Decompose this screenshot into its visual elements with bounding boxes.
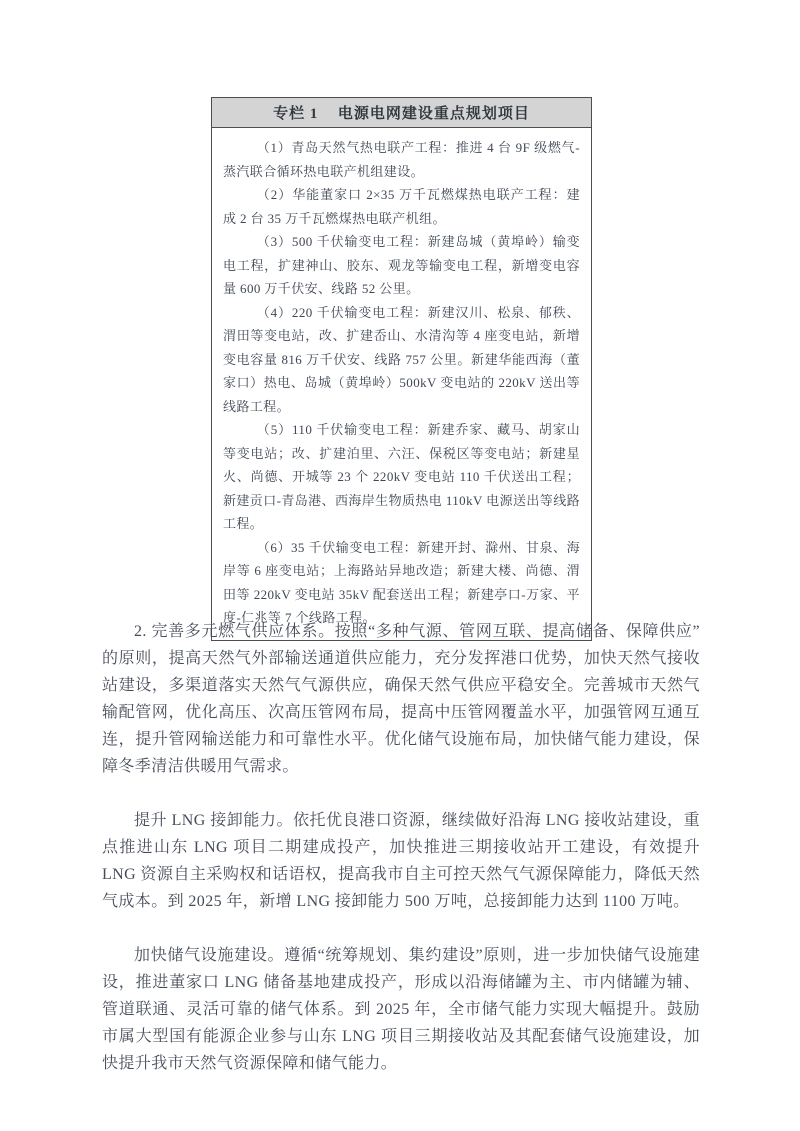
paragraph-gas-supply-system: 2. 完善多元燃气供应体系。按照“多种气源、管网互联、提高储备、保障供应”的原则，提高天然气外部输送通道供应能力，充分发挥港口优势，加快天然气接收站建设，多渠道落实天然气气源供应，确保天然气供应平稳安全。完善城市天然气输配管网，优化高压、次高压管网布局，提高中压管网覆盖水平，加强管网互通互连，提升管网输送能力和可靠性水平。优化储气设施布局，加快储气能力建设，保障冬季清洁供暖用气需求。	[102, 623, 700, 775]
body-text	[102, 618, 700, 1104]
highlight-box-header	[212, 98, 591, 128]
box-item: （3）500 千伏输变电工程：新建岛城（黄埠岭）输变电工程，扩建神山、胶东、观龙等输变电工程，新增变电容量 600 万千伏安、线路 52 公里。	[223, 234, 580, 296]
highlight-box-body	[212, 128, 591, 640]
paragraph-gas-storage-facilities: 加快储气设施建设。遵循“统筹规划、集约建设”原则，进一步加快储气设施建设，推进董家口 LNG 储备基地建成投产，形成以沿海储罐为主、市内储罐为辅、管道联通、灵活可靠的储气体系。到 2025 年，全市储气能力实现大幅提升。鼓励市属大型国有能源企业参与山东 LNG 项目三期接收站及其配套储气设施建设，加快提升我市天然气资源保障和储气能力。	[102, 947, 700, 1072]
box-item: （2）华能董家口 2×35 万千瓦燃煤热电联产工程：建成 2 台 35 万千瓦燃煤热电联产机组。	[223, 187, 580, 226]
box-label: 专栏 1	[273, 106, 319, 122]
box-item: （6）35 千伏输变电工程：新建开封、滁州、甘泉、海岸等 6 座变电站；上海路站异地改造；新建大楼、尚德、渭田等 220kV 变电站 35kV 配套送出工程；新建亭口-万家、平度-仁兆等 7 个线路工程。	[223, 539, 580, 625]
box-item: （1）青岛天然气热电联产工程：推进 4 台 9F 级燃气-蒸汽联合循环热电联产机组建设。	[223, 140, 580, 179]
box-title: 电源电网建设重点规划项目	[337, 106, 530, 122]
box-item: （5）110 千伏输变电工程：新建乔家、藏马、胡家山等变电站；改、扩建泊里、六汪、保税区等变电站；新建星火、尚德、开城等 23 个 220kV 变电站 110 千伏送出工程；新建贡口-青岛港、西海岸生物质热电 110kV 电源送出等线路工程。	[223, 422, 580, 531]
highlight-box	[211, 97, 592, 641]
box-item: （4）220 千伏输变电工程：新建汉川、松泉、郁秩、渭田等变电站，改、扩建岙山、水清沟等 4 座变电站，新增变电容量 816 万千伏安、线路 757 公里。新建华能西海（董家口）热电、岛城（黄埠岭）500kV 变电站的 220kV 送出等线路工程。	[223, 304, 580, 414]
paragraph-lng-unloading-capacity: 提升 LNG 接卸能力。依托优良港口资源，继续做好沿海 LNG 接收站建设，重点推进山东 LNG 项目二期建成投产，加快推进三期接收站开工建设，有效提升 LNG 资源自主采购权和话语权，提高我市自主可控天然气气源保障能力，降低天然气成本。到 2025 年，新增 LNG 接卸能力 500 万吨，总接卸能力达到 1100 万吨。	[102, 812, 700, 910]
